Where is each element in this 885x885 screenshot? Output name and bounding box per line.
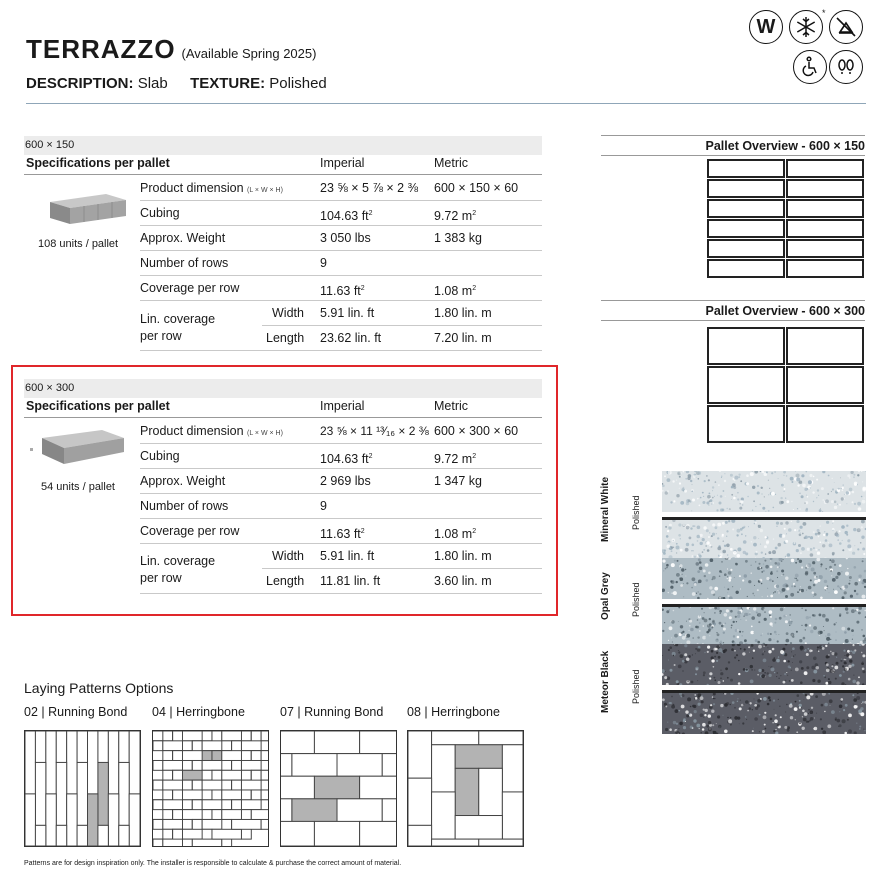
divider xyxy=(140,350,542,351)
pallet-slab xyxy=(707,239,785,258)
col-imperial: Imperial xyxy=(320,156,365,170)
texture-value: Polished xyxy=(269,75,327,92)
spec-imperial xyxy=(320,276,365,301)
pallet-slab xyxy=(707,366,785,404)
divider xyxy=(24,174,542,175)
swatch-texture xyxy=(662,558,866,599)
w-letter: W xyxy=(756,15,776,38)
pallet-slab xyxy=(707,327,785,365)
description-label: DESCRIPTION: xyxy=(26,75,134,92)
units-caption: 108 units / pallet xyxy=(38,238,119,250)
value: 9.72 m xyxy=(434,452,473,467)
slab-600x150-image xyxy=(48,190,128,230)
spec-metric: 1.80 lin. m xyxy=(434,306,492,320)
page-title xyxy=(26,34,316,65)
value: 1.08 m xyxy=(434,527,473,542)
value: 11.63 ft xyxy=(320,284,361,299)
spec-metric: 1.80 lin. m xyxy=(434,549,492,563)
col-metric: Metric xyxy=(434,156,469,170)
spec-table-600x300 xyxy=(24,379,542,398)
pallet-slab xyxy=(707,219,785,238)
value: 104.63 ft xyxy=(320,209,369,224)
superscript: 2 xyxy=(360,285,365,292)
superscript: 2 xyxy=(360,528,365,535)
pallet-slab xyxy=(786,259,864,278)
dimension-note: (L × W × H) xyxy=(247,430,283,437)
swatch-texture xyxy=(662,520,866,561)
spec-imperial: 3 050 lbs xyxy=(320,231,371,245)
pallet-slab xyxy=(707,159,785,178)
spec-imperial: 5.91 lin. ft xyxy=(320,549,375,563)
pallet-slab xyxy=(707,405,785,443)
spec-imperial: 9 xyxy=(320,499,327,513)
dimension-note: (L × W × H) xyxy=(247,187,283,194)
pallet-grid-600x300 xyxy=(707,327,864,445)
asterisk-mark: * xyxy=(822,8,826,18)
swatch-meteor-black xyxy=(662,644,866,739)
lin-label-line1: Lin. coverage xyxy=(140,312,216,326)
divider xyxy=(24,417,542,418)
pallet-slab xyxy=(707,259,785,278)
lin-coverage-label xyxy=(140,311,215,345)
description-value: Slab xyxy=(137,75,168,92)
divider xyxy=(140,593,542,594)
pallet-divider xyxy=(601,155,865,156)
lin-label-line2: per row xyxy=(140,329,182,343)
pattern-label: 07 | Running Bond xyxy=(280,705,384,719)
spec-heading: Specifications per pallet xyxy=(26,156,170,170)
spec-metric xyxy=(434,519,476,544)
spec-metric: 7.20 lin. m xyxy=(434,331,492,345)
pallet-slab xyxy=(707,179,785,198)
color-name: Meteor Black xyxy=(600,650,611,713)
superscript: 2 xyxy=(368,453,373,460)
spec-label: Number of rows xyxy=(140,499,229,513)
value: 104.63 ft xyxy=(320,452,369,467)
spec-metric: 3.60 lin. m xyxy=(434,574,492,588)
availability-note: (Available Spring 2025) xyxy=(181,46,317,61)
spec-imperial xyxy=(320,201,373,226)
pattern-label: 02 | Running Bond xyxy=(24,705,128,719)
pallet-grid-600x150 xyxy=(707,159,864,281)
patterns-title: Laying Patterns Options xyxy=(24,680,174,696)
pattern-herringbone-08 xyxy=(407,730,524,847)
pallet-title-600x300: Pallet Overview - 600 × 300 xyxy=(705,304,865,318)
spec-label: Approx. Weight xyxy=(140,474,226,488)
lin-label-line1: Lin. coverage xyxy=(140,554,216,568)
spec-label: Coverage per row xyxy=(140,281,240,295)
spec-metric xyxy=(434,444,476,469)
spec-imperial: 11.81 lin. ft xyxy=(320,574,381,588)
spec-imperial: 23 ⅝ × 5 ⅞ × 2 ⅜ xyxy=(320,181,418,195)
pallet-slab xyxy=(707,199,785,218)
spec-metric xyxy=(434,201,476,226)
spec-label-text: Product dimension xyxy=(140,181,244,195)
swatch-texture xyxy=(662,471,866,512)
spec-imperial: 2 969 lbs xyxy=(320,474,371,488)
col-imperial: Imperial xyxy=(320,399,365,413)
spec-metric xyxy=(434,276,476,301)
value: 9.72 m xyxy=(434,209,473,224)
superscript: 2 xyxy=(472,210,477,217)
value: 1.08 m xyxy=(434,284,473,299)
spec-imperial: 23 ⅝ × 11 ¹³⁄₁₆ × 2 ⅜ xyxy=(320,424,429,438)
spec-imperial: 23.62 lin. ft xyxy=(320,331,382,345)
spec-label: Coverage per row xyxy=(140,524,240,538)
pattern-herringbone-04 xyxy=(152,730,269,847)
color-name: Mineral White xyxy=(600,476,611,542)
pallet-slab xyxy=(786,159,864,178)
swatch-texture xyxy=(662,693,866,734)
color-finish: Polished xyxy=(631,582,641,617)
lin-label-line2: per row xyxy=(140,571,182,585)
slab-600x300-image xyxy=(30,424,130,476)
pallet-slab xyxy=(786,239,864,258)
color-finish: Polished xyxy=(631,669,641,704)
footnote: Patterns are for design inspiration only. The installer is responsible to calculate & purchase the correct amount of material. xyxy=(24,860,402,867)
spec-imperial xyxy=(320,519,365,544)
units-caption: 54 units / pallet xyxy=(41,481,115,493)
superscript: 2 xyxy=(472,285,477,292)
width-label: Width xyxy=(272,549,304,563)
color-finish: Polished xyxy=(631,495,641,530)
pallet-slab xyxy=(786,405,864,443)
section-label: 600 × 150 xyxy=(24,136,542,155)
texture-label: TEXTURE: xyxy=(190,75,266,92)
pattern-running-bond-07 xyxy=(280,730,397,847)
spec-metric: 1 347 kg xyxy=(434,474,482,488)
spec-label xyxy=(140,419,283,444)
spec-table-600x150 xyxy=(24,136,542,155)
pallet-slab xyxy=(786,219,864,238)
swatch-texture xyxy=(662,644,866,685)
pallet-divider xyxy=(601,300,865,301)
superscript: 2 xyxy=(472,528,477,535)
spec-label-text: Product dimension xyxy=(140,424,244,438)
spec-label: Cubing xyxy=(140,449,180,463)
spec-imperial xyxy=(320,444,373,469)
length-label: Length xyxy=(266,574,305,588)
spec-heading: Specifications per pallet xyxy=(26,399,170,413)
pallet-divider xyxy=(601,320,865,321)
product-name: TERRAZZO xyxy=(26,34,176,64)
spec-imperial: 9 xyxy=(320,256,327,270)
section-label: 600 × 300 xyxy=(24,379,542,398)
spec-metric: 600 × 150 × 60 xyxy=(434,181,519,195)
lin-coverage-label xyxy=(140,553,215,587)
superscript: 2 xyxy=(472,453,477,460)
no-salt-icon xyxy=(829,10,863,44)
spec-label: Cubing xyxy=(140,206,180,220)
color-name: Opal Grey xyxy=(600,572,611,620)
superscript: 2 xyxy=(368,210,373,217)
pattern-label: 04 | Herringbone xyxy=(152,705,245,719)
pallet-slab xyxy=(786,179,864,198)
value: 11.63 ft xyxy=(320,527,361,542)
width-label: Width xyxy=(272,306,304,320)
spec-label xyxy=(140,176,283,201)
swatch-texture xyxy=(662,607,866,648)
swatch-mineral-white xyxy=(662,471,866,566)
snowflake-icon xyxy=(789,10,823,44)
pallet-slab xyxy=(786,327,864,365)
accessibility-icon xyxy=(793,50,827,84)
swatch-opal-grey xyxy=(662,558,866,653)
spec-label: Approx. Weight xyxy=(140,231,226,245)
spec-imperial: 5.91 lin. ft xyxy=(320,306,375,320)
pallet-divider xyxy=(601,135,865,136)
pallet-title-600x150: Pallet Overview - 600 × 150 xyxy=(705,139,865,153)
col-metric: Metric xyxy=(434,399,469,413)
spec-metric: 600 × 300 × 60 xyxy=(434,424,519,438)
header-divider xyxy=(26,103,866,104)
pallet-slab xyxy=(786,366,864,404)
spec-label: Number of rows xyxy=(140,256,229,270)
spec-metric: 1 383 kg xyxy=(434,231,482,245)
pattern-label: 08 | Herringbone xyxy=(407,705,500,719)
description-line xyxy=(26,75,327,92)
pallet-slab xyxy=(786,199,864,218)
footprints-icon xyxy=(829,50,863,84)
length-label: Length xyxy=(266,331,305,345)
pattern-running-bond-02 xyxy=(24,730,141,847)
w-icon xyxy=(749,10,783,44)
